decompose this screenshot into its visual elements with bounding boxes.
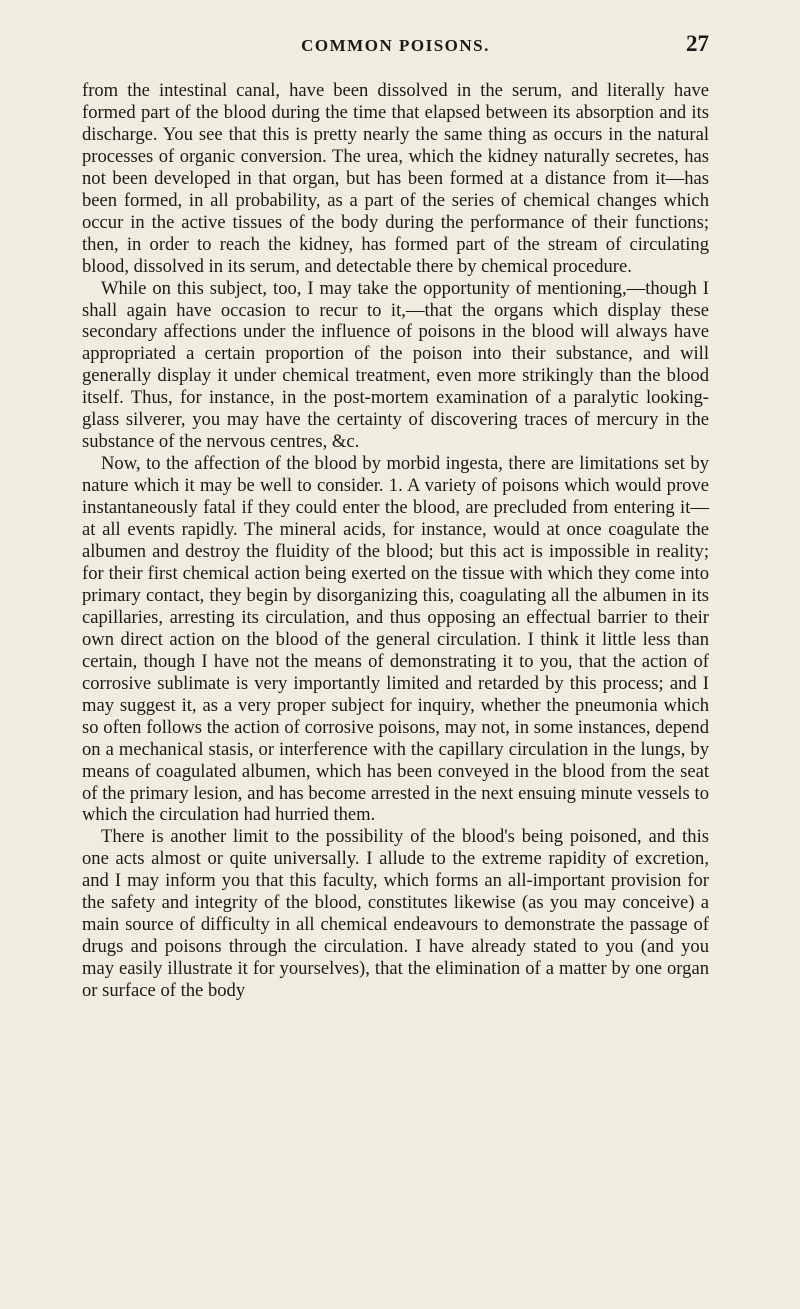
running-head: COMMON POISONS. [301,36,490,55]
body-text [82,80,709,1002]
paragraph: Now, to the affection of the blood by morbid ingesta, there are limitations set by nature which it may be well to consider. 1. A variety of poisons which would prove instantaneously fatal if they could enter the blood, are precluded from entering it—at all events rapidly. The mineral acids, for instance, would at once coagulate the albumen and destroy the fluidity of the blood; but this act is impossible in reality; for their first chemical action being exerted on the tissue with which they come into primary contact, they begin by disorganizing this, coagulating all the albumen in its capillaries, arresting its circulation, and thus opposing an effectual barrier to their own direct action on the blood of the general circulation. I think it little less than certain, though I have not the means of demonstrating it to you, that the action of corrosive sublimate is very importantly limited and retarded by this process; and I may suggest it, as a very proper subject for inquiry, whether the pneumonia which so often follows the action of corrosive poisons, may not, in some instances, depend on a mechanical stasis, or interference with the capillary circulation in the lungs, by means of coagulated albumen, which has been conveyed in the blood from the seat of the primary lesion, and has become arrested in the next ensuing minute vessels to which the circulation had hurried them. [82,453,709,826]
paragraph: from the intestinal canal, have been dissolved in the serum, and literally have formed part of the blood during the time that elapsed between its absorption and its discharge. You see that this is pretty nearly the same thing as occurs in the natural processes of organic conversion. The urea, which the kidney naturally secretes, has not been developed in that organ, but has been formed at a distance from it—has been formed, in all probability, as a part of the series of chemical changes which occur in the active tissues of the body during the performance of their functions; then, in order to reach the kidney, has formed part of the stream of circulating blood, dissolved in its serum, and detectable there by chemical procedure. [82,80,709,277]
page-header [82,31,709,60]
paragraph: There is another limit to the possibility of the blood's being poisoned, and this one acts almost or quite universally. I allude to the extreme rapidity of excretion, and I may inform you that this faculty, which forms an all-important provision for the safety and integrity of the blood, constitutes likewise (as you may conceive) a main source of difficulty in all chemical endeavours to demonstrate the passage of drugs and poisons through the circulation. I have already stated to you (and you may easily illustrate it for yourselves), that the elimination of a matter by one organ or surface of the body [82,826,709,1002]
paragraph: While on this subject, too, I may take the opportunity of mentioning,—though I shall again have occasion to recur to it,—that the organs which display these secondary affections under the influence of poisons in the blood will always have appropriated a certain proportion of the poison into their substance, and will generally display it under chemical treatment, even more strikingly than the blood itself. Thus, for instance, in the post-mortem examination of a paralytic looking-glass silverer, you may have the certainty of discovering traces of mercury in the substance of the nervous centres, &c. [82,277,709,453]
page-number: 27 [686,31,709,56]
